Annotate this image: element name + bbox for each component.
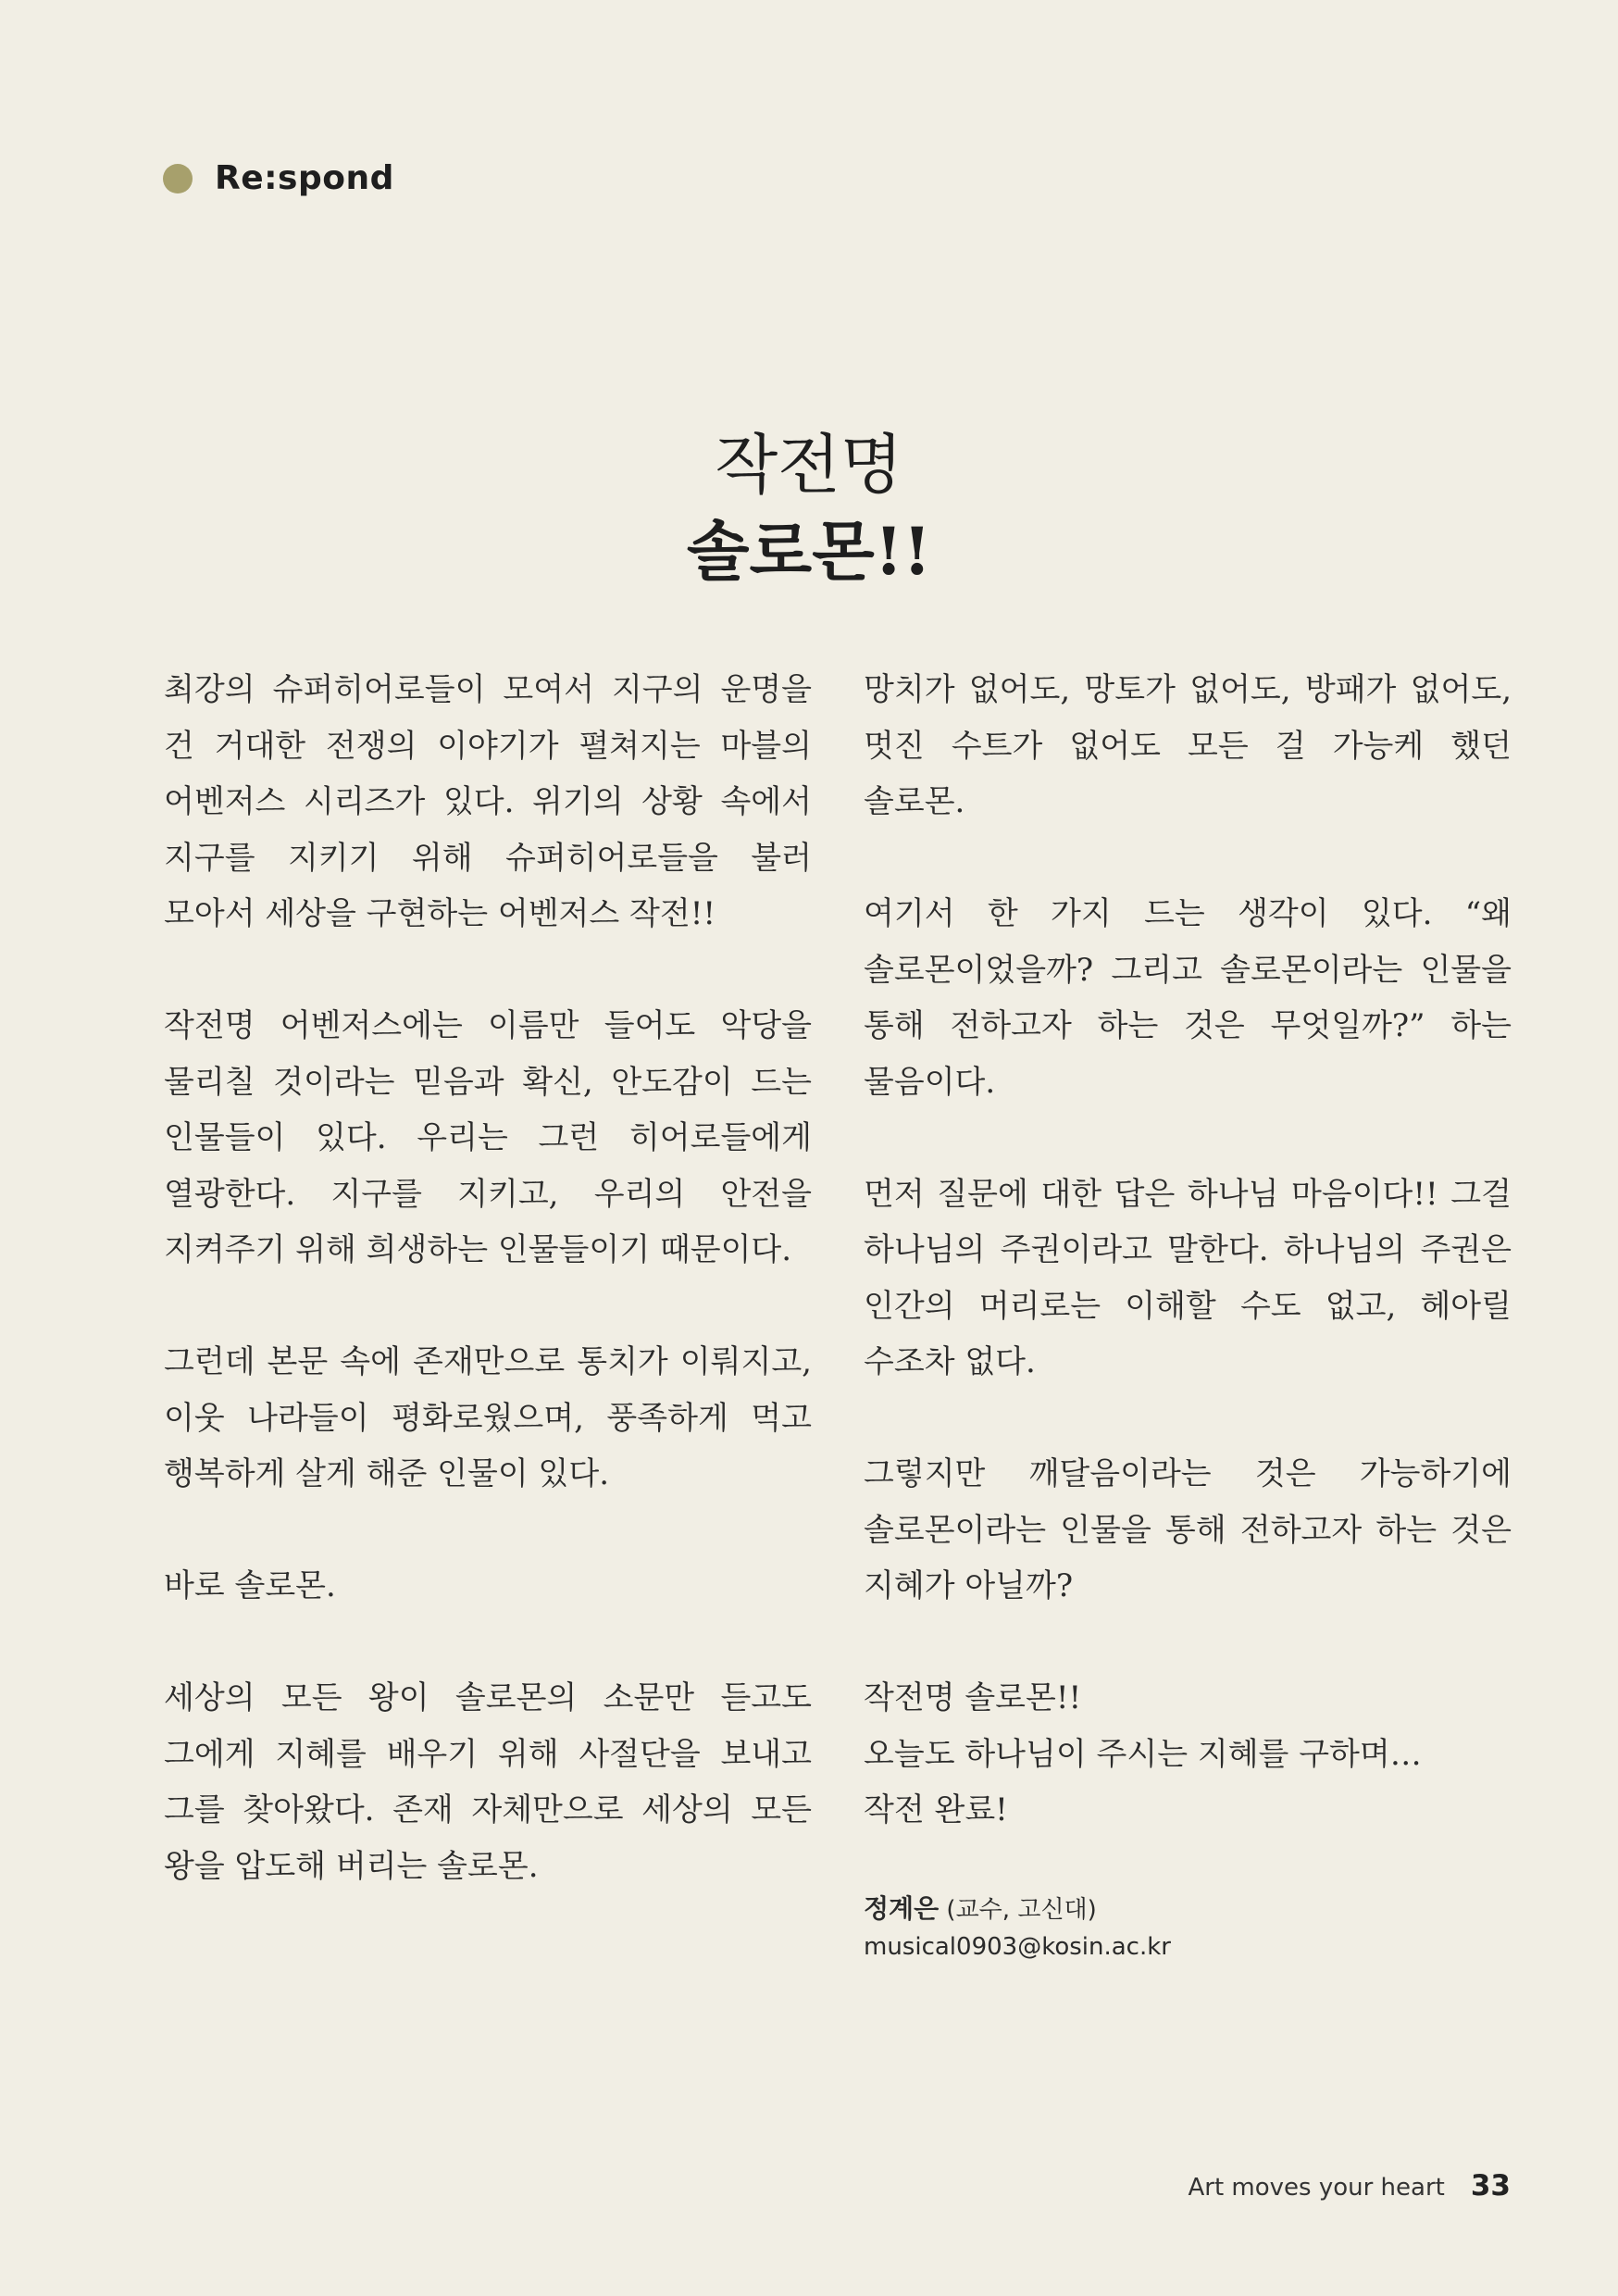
title-line-2: 솔로몬!! [686, 513, 932, 590]
author-email: musical0903@kosin.ac.kr [864, 1933, 1171, 1961]
author-name: 정계은 [864, 1893, 940, 1924]
closing-lines [864, 1670, 1512, 1839]
paragraph: 그런데 본문 속에 존재만으로 통치가 이뤄지고, 이웃 나라들이 평화로웠으며, 풍족하게 먹고 행복하게 살게 해준 인물이 있다. [164, 1343, 812, 1492]
section-bullet-dot [163, 164, 193, 193]
paragraph: 먼저 질문에 대한 답은 하나님 마음이다!! 그걸 하나님의 주권이라고 말한다. 하나님의 주권은 인간의 머리로는 이해할 수도 없고, 헤아릴 수조차 없다. [864, 1175, 1512, 1380]
section-tag [163, 159, 394, 197]
section-label: Re:spond [215, 159, 394, 197]
author-affiliation: (교수, 고신대) [939, 1896, 1097, 1924]
closing-line: 오늘도 하나님이 주시는 지혜를 구하며… [864, 1735, 1422, 1773]
page-footer [1188, 2169, 1511, 2202]
paragraph: 작전명 어벤저스에는 이름만 들어도 악당을 물리칠 것이라는 믿음과 확신, 안도감이 드는 인물들이 있다. 우리는 그런 히어로들에게 열광한다. 지구를 지키고, 우리의 안전을 지켜주기 위해 희생하는 인물들이기 때문이다. [164, 1007, 812, 1268]
paragraph: 세상의 모든 왕이 솔로몬의 소문만 듣고도 그에게 지혜를 배우기 위해 사절단을 보내고 그를 찾아왔다. 존재 자체만으로 세상의 모든 왕을 압도해 버리는 솔로몬. [164, 1679, 812, 1885]
paragraph: 최강의 슈퍼히어로들이 모여서 지구의 운명을 건 거대한 전쟁의 이야기가 펼쳐지는 마블의 어벤저스 시리즈가 있다. 위기의 상황 속에서 지구를 지키기 위해 슈퍼히어로들을 불러 모아서 세상을 구현하는 어벤저스 작전!! [164, 671, 812, 932]
right-column [864, 662, 1512, 1965]
paragraph: 그렇지만 깨달음이라는 것은 가능하기에 솔로몬이라는 인물을 통해 전하고자 하는 것은 지혜가 아닐까? [864, 1455, 1512, 1604]
closing-line: 작전 완료! [864, 1791, 1008, 1828]
author-block [864, 1890, 1512, 1965]
title-line-1: 작전명 [715, 427, 903, 503]
closing-line: 작전명 솔로몬!! [864, 1679, 1082, 1716]
paragraph: 여기서 한 가지 드는 생각이 있다. “왜 솔로몬이었을까? 그리고 솔로몬이라는 인물을 통해 전하고자 하는 것은 무엇일까?” 하는 물음이다. [864, 895, 1512, 1101]
paragraph: 망치가 없어도, 망토가 없어도, 방패가 없어도, 멋진 수트가 없어도 모든 걸 가능케 했던 솔로몬. [864, 671, 1512, 820]
page-number: 33 [1470, 2169, 1511, 2202]
footer-tagline: Art moves your heart [1188, 2174, 1445, 2202]
paragraph: 바로 솔로몬. [164, 1567, 336, 1604]
left-column [164, 662, 812, 1951]
article-title [0, 421, 1618, 595]
